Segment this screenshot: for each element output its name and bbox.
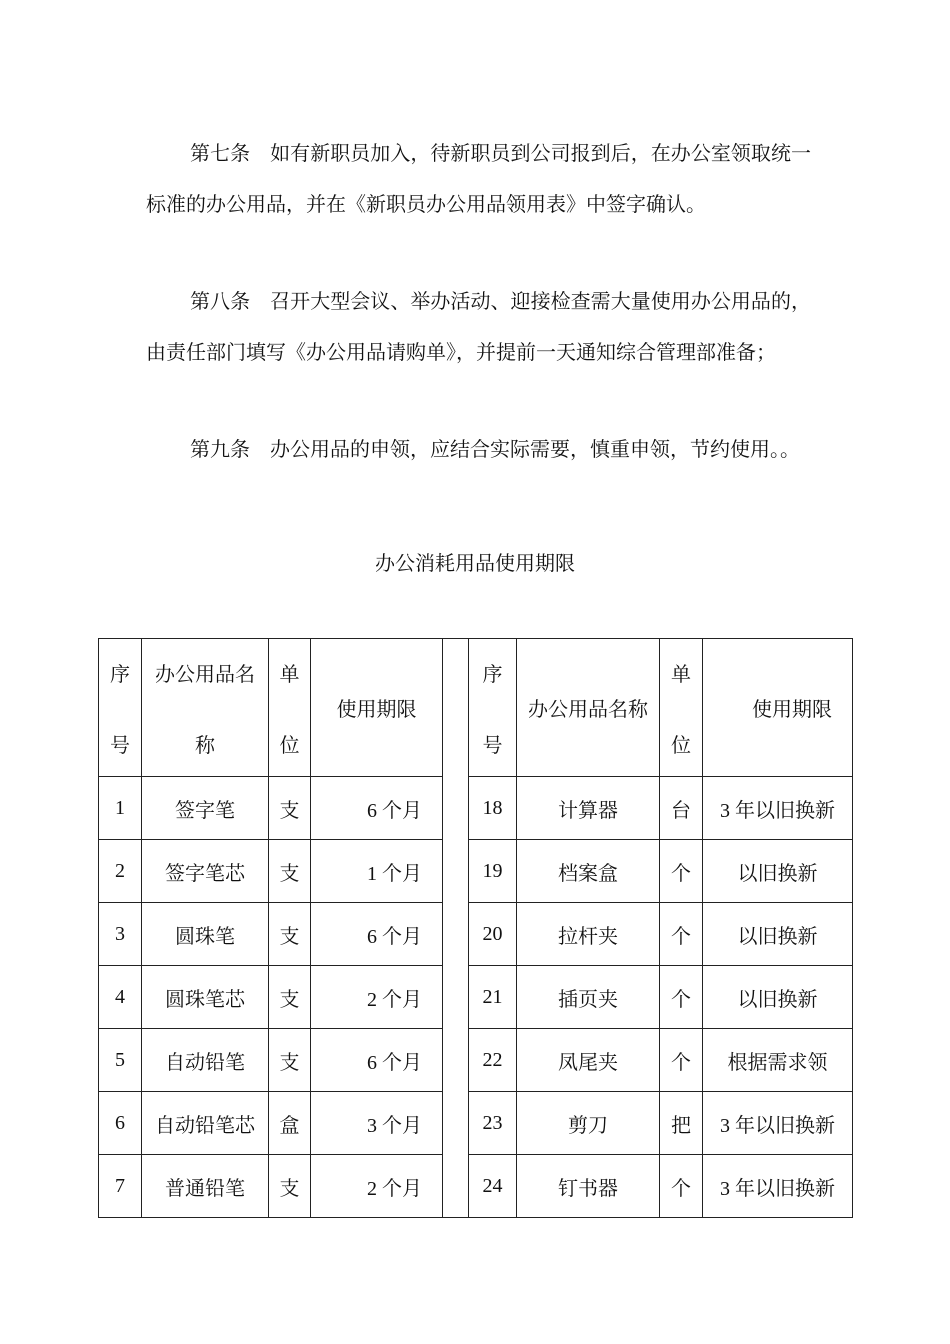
article-8-paragraph: 第八条 召开大型会议、举办活动、迎接检查需大量使用办公用品的，由责任部门填写《办公用品请购单》，并提前一天通知综合管理部准备； [146,289,811,364]
left-period-cell: 6 个月 [311,903,443,966]
left-period-cell: 2 个月 [311,966,443,1029]
left-period-cell: 6 个月 [311,777,443,840]
right-unit-cell: 个 [660,966,703,1029]
header-left-seq: 序 号 [99,639,142,777]
left-name-cell: 签字笔芯 [142,840,269,903]
header-left-name: 办公用品名 称 [142,639,269,777]
right-unit-cell: 个 [660,840,703,903]
table-divider-column [443,639,469,1218]
supplies-usage-table [98,638,853,1218]
right-seq-cell: 20 [469,903,517,966]
table-title: 办公消耗用品使用期限 [375,551,575,575]
left-name-cell: 普通铅笔 [142,1155,269,1218]
right-seq-cell: 21 [469,966,517,1029]
right-seq-cell: 19 [469,840,517,903]
left-seq-cell: 2 [99,840,142,903]
right-name-cell: 剪刀 [517,1092,660,1155]
left-name-cell: 自动铅笔 [142,1029,269,1092]
table-row [99,903,853,966]
table-row [99,966,853,1029]
left-period-cell: 3 个月 [311,1092,443,1155]
left-seq-cell: 5 [99,1029,142,1092]
left-name-cell: 签字笔 [142,777,269,840]
right-seq-cell: 18 [469,777,517,840]
left-seq-cell: 1 [99,777,142,840]
right-name-cell: 插页夹 [517,966,660,1029]
left-unit-cell: 支 [269,1155,311,1218]
right-period-cell: 3 年以旧换新 [703,777,853,840]
left-unit-cell: 支 [269,903,311,966]
left-name-cell: 自动铅笔芯 [142,1092,269,1155]
header-right-unit: 单 位 [660,639,703,777]
right-unit-cell: 个 [660,903,703,966]
table-row [99,1092,853,1155]
header-right-seq: 序 号 [469,639,517,777]
left-unit-cell: 支 [269,1029,311,1092]
header-left-unit: 单 位 [269,639,311,777]
right-period-cell: 以旧换新 [703,903,853,966]
left-period-cell: 2 个月 [311,1155,443,1218]
table-row [99,840,853,903]
right-seq-cell: 22 [469,1029,517,1092]
table-row [99,777,853,840]
right-unit-cell: 个 [660,1155,703,1218]
left-name-cell: 圆珠笔芯 [142,966,269,1029]
right-name-cell: 凤尾夹 [517,1029,660,1092]
left-period-cell: 6 个月 [311,1029,443,1092]
right-period-cell: 根据需求领 [703,1029,853,1092]
left-period-cell: 1 个月 [311,840,443,903]
left-seq-cell: 4 [99,966,142,1029]
left-seq-cell: 6 [99,1092,142,1155]
right-period-cell: 以旧换新 [703,840,853,903]
right-period-cell: 以旧换新 [703,966,853,1029]
left-unit-cell: 支 [269,840,311,903]
article-7-paragraph: 第七条 如有新职员加入，待新职员到公司报到后，在办公室领取统一标准的办公用品，并在《新职员办公用品领用表》中签字确认。 [146,141,811,216]
right-name-cell: 拉杆夹 [517,903,660,966]
right-seq-cell: 24 [469,1155,517,1218]
right-period-cell: 3 年以旧换新 [703,1155,853,1218]
right-unit-cell: 台 [660,777,703,840]
right-name-cell: 钉书器 [517,1155,660,1218]
left-seq-cell: 7 [99,1155,142,1218]
left-unit-cell: 支 [269,777,311,840]
table-row [99,1155,853,1218]
left-unit-cell: 盒 [269,1092,311,1155]
header-right-name: 办公用品名称 [517,639,660,777]
left-name-cell: 圆珠笔 [142,903,269,966]
right-unit-cell: 把 [660,1092,703,1155]
right-name-cell: 计算器 [517,777,660,840]
table-row [99,1029,853,1092]
table-header-row [99,639,853,777]
header-right-period: 使用期限 [703,639,853,777]
left-seq-cell: 3 [99,903,142,966]
right-name-cell: 档案盒 [517,840,660,903]
left-unit-cell: 支 [269,966,311,1029]
right-seq-cell: 23 [469,1092,517,1155]
article-9-paragraph: 第九条 办公用品的申领，应结合实际需要，慎重申领，节约使用。。 [190,437,800,461]
right-unit-cell: 个 [660,1029,703,1092]
right-period-cell: 3 年以旧换新 [703,1092,853,1155]
header-left-period: 使用期限 [311,639,443,777]
